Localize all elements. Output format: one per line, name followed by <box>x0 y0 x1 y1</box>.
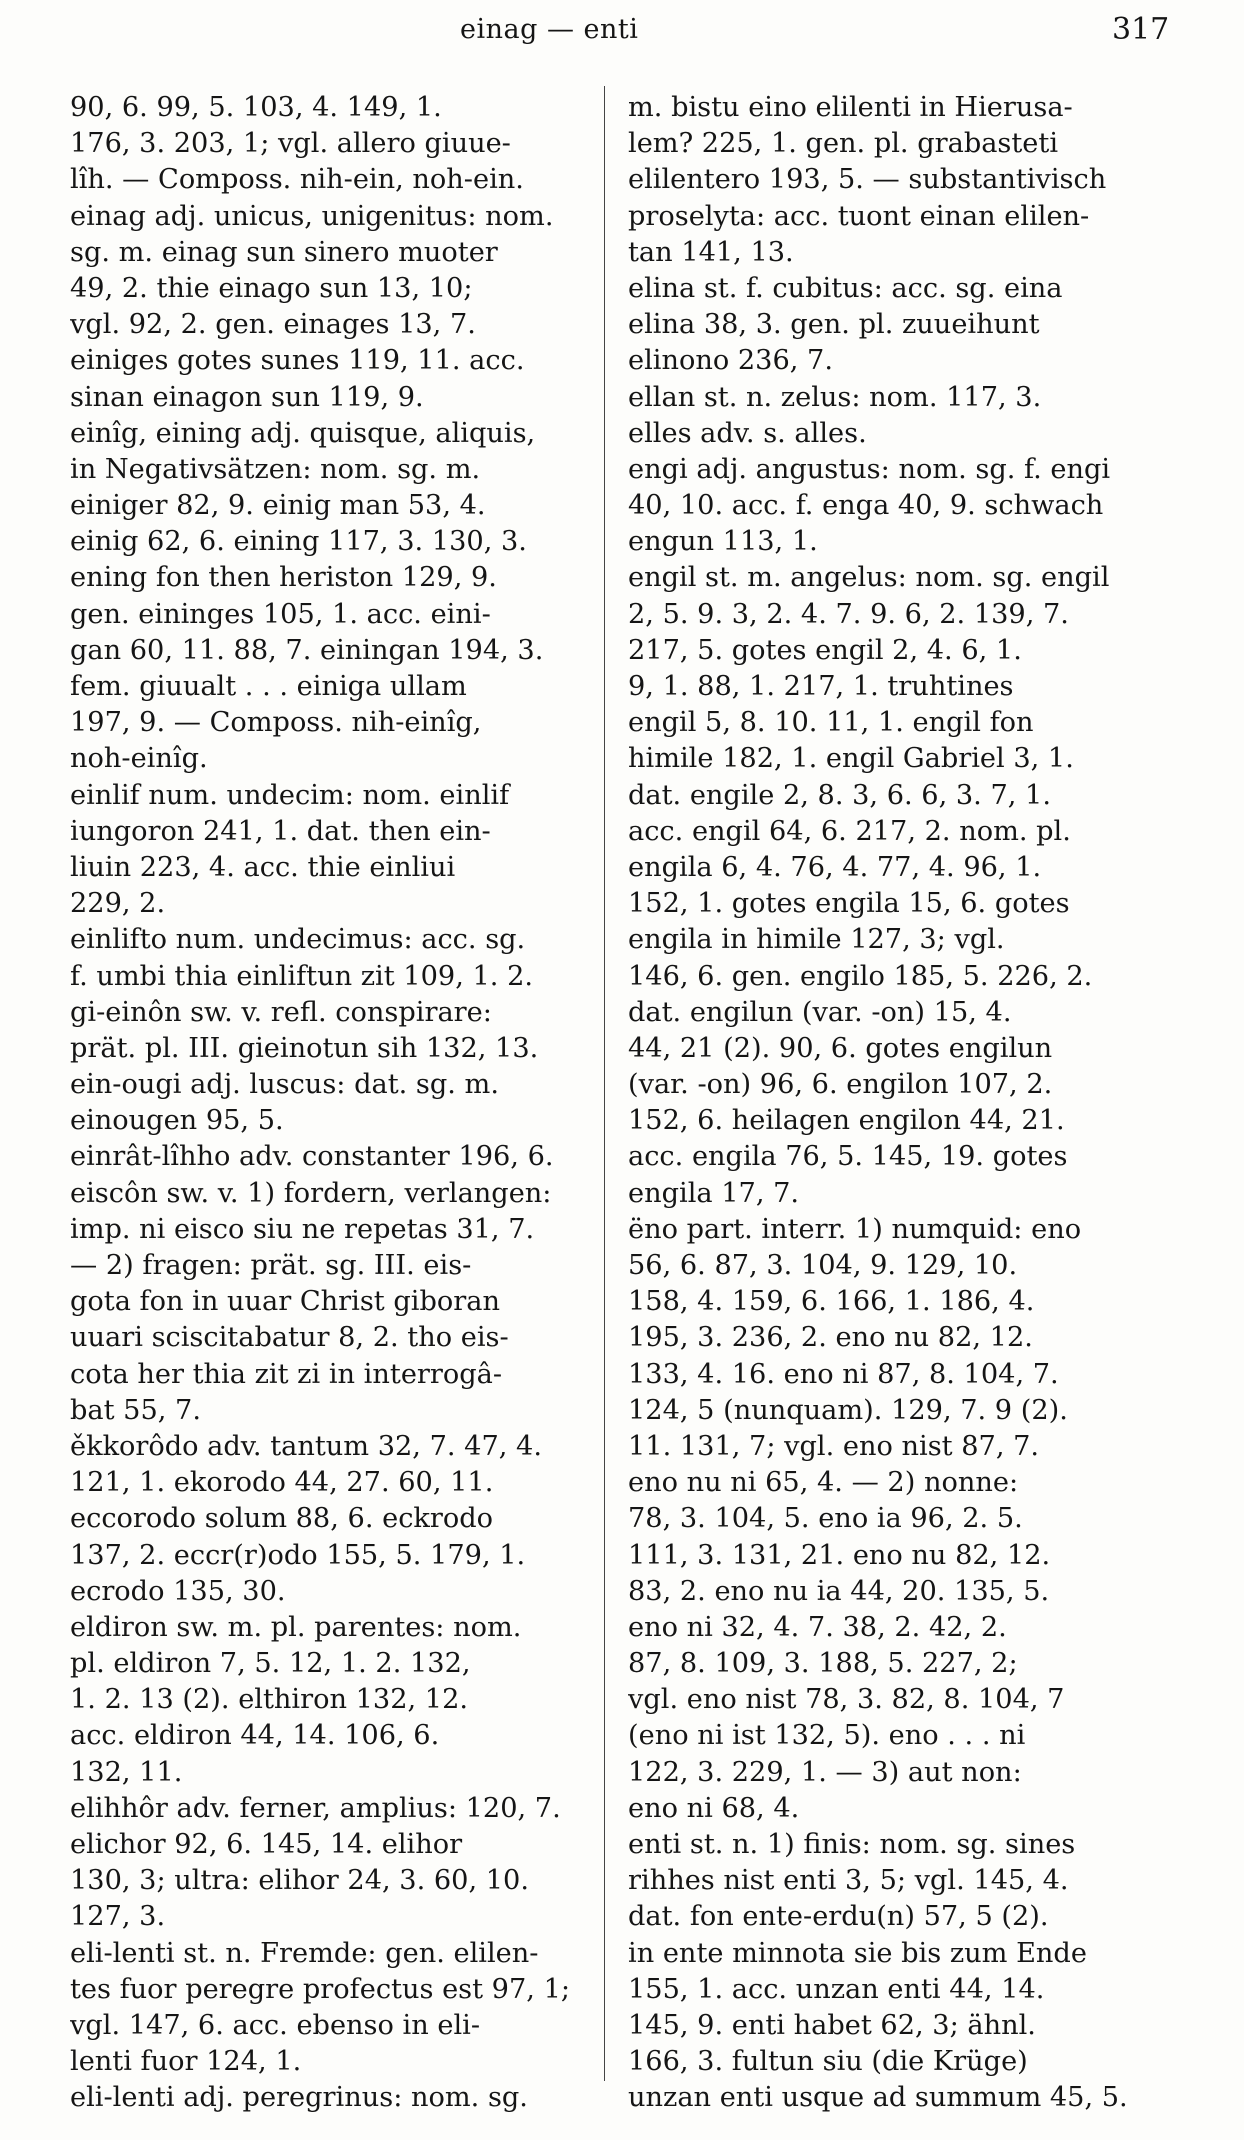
entry-line: eccorodo solum 88, 6. eckrodo <box>70 1503 494 1535</box>
dictionary-entry <box>628 1212 1193 1827</box>
entry-line: elihhôr adv. ferner, amplius: 120, 7. <box>70 1792 561 1824</box>
dictionary-entry <box>70 1139 635 1175</box>
entry-line: engi adj. angustus: nom. sg. f. engi <box>628 453 1111 485</box>
entry-line: eiscôn sw. v. 1) fordern, verlangen: <box>70 1177 552 1209</box>
dictionary-entry <box>628 416 1193 452</box>
entry-line: 158, 4. 159, 6. 166, 1. 186, 4. <box>628 1286 1035 1318</box>
entry-line: — 2) fragen: prät. sg. III. eis- <box>70 1250 472 1281</box>
right-column <box>628 90 1193 2117</box>
entry-line: 152, 1. gotes engila 15, 6. gotes <box>628 888 1070 920</box>
entry-line: vgl. 147, 6. acc. ebenso in eli- <box>70 2009 481 2041</box>
entry-line: 40, 10. acc. f. enga 40, 9. schwach <box>628 490 1104 522</box>
entry-line: 83, 2. eno nu ia 44, 20. 135, 5. <box>628 1575 1050 1607</box>
entry-line: 124, 5 (nunquam). 129, 7. 9 (2). <box>628 1394 1068 1426</box>
entry-line: 229, 2. <box>70 888 166 920</box>
entry-line: einag adj. unicus, unigenitus: nom. <box>70 200 554 232</box>
entry-line: einrât-lîhho adv. constanter 196, 6. <box>70 1141 554 1173</box>
dictionary-entry <box>70 1791 635 1936</box>
entry-line: engila 6, 4. 76, 4. 77, 4. 96, 1. <box>628 851 1042 883</box>
dictionary-entry <box>70 1429 635 1610</box>
entry-line: vgl. 92, 2. gen. einages 13, 7. <box>70 309 476 341</box>
entry-line: sg. m. einag sun sinero muoter <box>70 236 498 268</box>
dictionary-entry <box>70 90 635 199</box>
entry-line: 195, 3. 236, 2. eno nu 82, 12. <box>628 1322 1033 1354</box>
entry-line: einiges gotes sunes 119, 11. acc. <box>70 345 525 377</box>
entry-line: eno ni 68, 4. <box>628 1792 800 1824</box>
entry-line: gan 60, 11. 88, 7. einingan 194, 3. <box>70 634 544 666</box>
entry-line: vgl. eno nist 78, 3. 82, 8. 104, 7 <box>628 1684 1065 1716</box>
entry-line: einlifto num. undecimus: acc. sg. <box>70 924 526 956</box>
entry-line: eli-lenti st. n. Fremde: gen. elilen- <box>70 1937 539 1969</box>
entry-line: 145, 9. enti habet 62, 3; ähnl. <box>628 2009 1036 2041</box>
page-header <box>0 8 1244 56</box>
left-column <box>70 90 635 2117</box>
entry-line: engila in himile 127, 3; vgl. <box>628 924 1005 956</box>
entry-line: noh-einîg. <box>70 743 208 775</box>
entry-line: (var. -on) 96, 6. engilon 107, 2. <box>628 1069 1053 1101</box>
dictionary-entry <box>628 90 1193 271</box>
entry-line: 78, 3. 104, 5. eno ia 96, 2. 5. <box>628 1503 1023 1535</box>
dictionary-entry <box>70 1610 635 1791</box>
entry-line: tan 141, 13. <box>628 236 794 268</box>
entry-line: gota fon in uuar Christ giboran <box>70 1286 500 1318</box>
entry-line: (eno ni ist 132, 5). eno . . . ni <box>628 1720 1026 1752</box>
page-number: 317 <box>1112 12 1170 47</box>
entry-line: engun 113, 1. <box>628 526 818 558</box>
entry-line: 1. 2. 13 (2). elthiron 132, 12. <box>70 1684 469 1716</box>
entry-line: engil st. m. angelus: nom. sg. engil <box>628 562 1110 594</box>
entry-line: f. umbi thia einliftun zit 109, 1. 2. <box>70 960 534 992</box>
entry-line: elilentero 193, 5. — substantivisch <box>628 164 1107 196</box>
entry-line: dat. engile 2, 8. 3, 6. 6, 3. 7, 1. <box>628 779 1051 811</box>
entry-line: dat. engilun (var. -on) 15, 4. <box>628 996 1012 1028</box>
entry-line: enti st. n. 1) finis: nom. sg. sines <box>628 1829 1076 1860</box>
entry-line: ein-ougi adj. luscus: dat. sg. m. <box>70 1069 499 1101</box>
entry-line: elles adv. s. alles. <box>628 417 867 449</box>
dictionary-entry <box>70 1176 635 1429</box>
entry-line: 2, 5. 9. 3, 2. 4. 7. 9. 6, 2. 139, 7. <box>628 598 1069 630</box>
entry-line: 155, 1. acc. unzan enti 44, 14. <box>628 1973 1045 2005</box>
entry-line: 9, 1. 88, 1. 217, 1. truhtines <box>628 671 1014 702</box>
entry-line: 11. 131, 7; vgl. eno nist 87, 7. <box>628 1430 1040 1462</box>
entry-line: ecrodo 135, 30. <box>70 1575 286 1607</box>
entry-line: 44, 21 (2). 90, 6. gotes engilun <box>628 1032 1053 1064</box>
entry-line: rihhes nist enti 3, 5; vgl. 145, 4. <box>628 1865 1069 1897</box>
entry-line: fem. giuualt . . . einiga ullam <box>70 671 467 702</box>
entry-line: 121, 1. ekorodo 44, 27. 60, 11. <box>70 1467 494 1499</box>
dictionary-entry <box>70 778 635 923</box>
entry-line: eno ni 32, 4. 7. 38, 2. 42, 2. <box>628 1611 1007 1643</box>
entry-line: elina st. f. cubitus: acc. sg. eina <box>628 272 1063 304</box>
entry-line: einîg, eining adj. quisque, aliquis, <box>70 417 536 449</box>
entry-line: 146, 6. gen. engilo 185, 5. 226, 2. <box>628 960 1093 992</box>
entry-line: 166, 3. fultun siu (die Krüge) <box>628 2046 1028 2078</box>
entry-line: 133, 4. 16. eno ni 87, 8. 104, 7. <box>628 1358 1059 1390</box>
entry-line: prät. pl. III. gieinotun sih 132, 13. <box>70 1032 539 1064</box>
entry-line: iungoron 241, 1. dat. then ein- <box>70 815 491 847</box>
entry-line: 137, 2. eccr(r)odo 155, 5. 179, 1. <box>70 1539 526 1571</box>
entry-line: ěkkorôdo adv. tantum 32, 7. 47, 4. <box>70 1430 542 1462</box>
entry-line: acc. engil 64, 6. 217, 2. nom. pl. <box>628 815 1071 847</box>
entry-line: 90, 6. 99, 5. 103, 4. 149, 1. <box>70 92 442 123</box>
dictionary-entry <box>70 995 635 1067</box>
dictionary-entry <box>628 1827 1193 2117</box>
entry-line: in Negativsätzen: nom. sg. m. <box>70 453 481 485</box>
entry-line: engil 5, 8. 10. 11, 1. engil fon <box>628 707 1034 739</box>
dictionary-entry <box>70 2080 635 2116</box>
entry-line: ening fon then heriston 129, 9. <box>70 562 497 594</box>
entry-line: dat. fon ente-erdu(n) 57, 5 (2). <box>628 1901 1049 1933</box>
entry-line: proselyta: acc. tuont einan elilen- <box>628 200 1090 232</box>
dictionary-entry <box>628 271 1193 380</box>
dictionary-entry <box>70 1936 635 2081</box>
entry-line: engila 17, 7. <box>628 1177 800 1209</box>
entry-line: lenti fuor 124, 1. <box>70 2046 302 2078</box>
entry-line: in ente minnota sie bis zum Ende <box>628 1937 1087 1969</box>
entry-line: einlif num. undecim: nom. einlif <box>70 779 510 811</box>
entry-line: acc. engila 76, 5. 145, 19. gotes <box>628 1141 1068 1173</box>
dictionary-entry <box>70 922 635 994</box>
entry-line: 49, 2. thie einago sun 13, 10; <box>70 272 473 304</box>
entry-line: 176, 3. 203, 1; vgl. allero giuue- <box>70 128 511 160</box>
entry-line: eno nu ni 65, 4. — 2) nonne: <box>628 1467 1019 1499</box>
entry-line: 122, 3. 229, 1. — 3) aut non: <box>628 1756 1022 1788</box>
entry-line: tes fuor peregre profectus est 97, 1; <box>70 1973 571 2005</box>
entry-line: m. bistu eino elilenti in Hierusa- <box>628 92 1073 123</box>
dictionary-entry <box>70 1067 635 1139</box>
entry-line: 132, 11. <box>70 1756 183 1788</box>
entry-line: gen. eininges 105, 1. acc. eini- <box>70 598 491 630</box>
entry-line: unzan enti usque ad summum 45, 5. <box>628 2082 1128 2114</box>
entry-line: lem? 225, 1. gen. pl. grabasteti <box>628 128 1059 160</box>
entry-line: 56, 6. 87, 3. 104, 9. 129, 10. <box>628 1250 1018 1281</box>
entry-line: 127, 3. <box>70 1901 166 1933</box>
entry-line: liuin 223, 4. acc. thie einliui <box>70 851 456 883</box>
dictionary-entry <box>628 452 1193 561</box>
entry-line: elinono 236, 7. <box>628 345 833 377</box>
entry-line: bat 55, 7. <box>70 1394 201 1426</box>
entry-line: ëno part. interr. 1) numquid: eno <box>628 1213 1082 1245</box>
entry-line: 152, 6. heilagen engilon 44, 21. <box>628 1105 1065 1137</box>
entry-line: elichor 92, 6. 145, 14. elihor <box>70 1829 463 1860</box>
entry-line: ellan st. n. zelus: nom. 117, 3. <box>628 381 1042 413</box>
entry-line: einiger 82, 9. einig man 53, 4. <box>70 490 486 522</box>
entry-line: uuari sciscitabatur 8, 2. tho eis- <box>70 1322 509 1354</box>
entry-line: 111, 3. 131, 21. eno nu 82, 12. <box>628 1539 1051 1571</box>
column-divider <box>604 86 605 2081</box>
entry-line: eldiron sw. m. pl. parentes: nom. <box>70 1611 522 1643</box>
entry-line: einougen 95, 5. <box>70 1105 284 1137</box>
entry-line: 87, 8. 109, 3. 188, 5. 227, 2; <box>628 1648 1018 1680</box>
running-head: einag — enti <box>460 14 639 45</box>
entry-line: 197, 9. — Composs. nih-einîg, <box>70 707 482 739</box>
entry-line: acc. eldiron 44, 14. 106, 6. <box>70 1720 440 1752</box>
entry-line: eli-lenti adj. peregrinus: nom. sg. <box>70 2082 528 2114</box>
entry-line: himile 182, 1. engil Gabriel 3, 1. <box>628 743 1074 775</box>
entry-line: imp. ni eisco siu ne repetas 31, 7. <box>70 1213 535 1245</box>
dictionary-entry <box>628 380 1193 416</box>
entry-line: cota her thia zit zi in interrogâ- <box>70 1358 503 1390</box>
dictionary-entry <box>628 560 1193 1211</box>
entry-line: lîh. — Composs. nih-ein, noh-ein. <box>70 164 524 196</box>
entry-line: sinan einagon sun 119, 9. <box>70 381 424 413</box>
entry-line: elina 38, 3. gen. pl. zuueihunt <box>628 309 1040 341</box>
dictionary-entry <box>70 416 635 778</box>
entry-line: 217, 5. gotes engil 2, 4. 6, 1. <box>628 634 1022 666</box>
dictionary-entry <box>70 199 635 416</box>
entry-line: einig 62, 6. eining 117, 3. 130, 3. <box>70 526 527 558</box>
entry-line: gi-einôn sw. v. refl. conspirare: <box>70 996 492 1028</box>
entry-line: pl. eldiron 7, 5. 12, 1. 2. 132, <box>70 1648 471 1680</box>
entry-line: 130, 3; ultra: elihor 24, 3. 60, 10. <box>70 1865 529 1897</box>
